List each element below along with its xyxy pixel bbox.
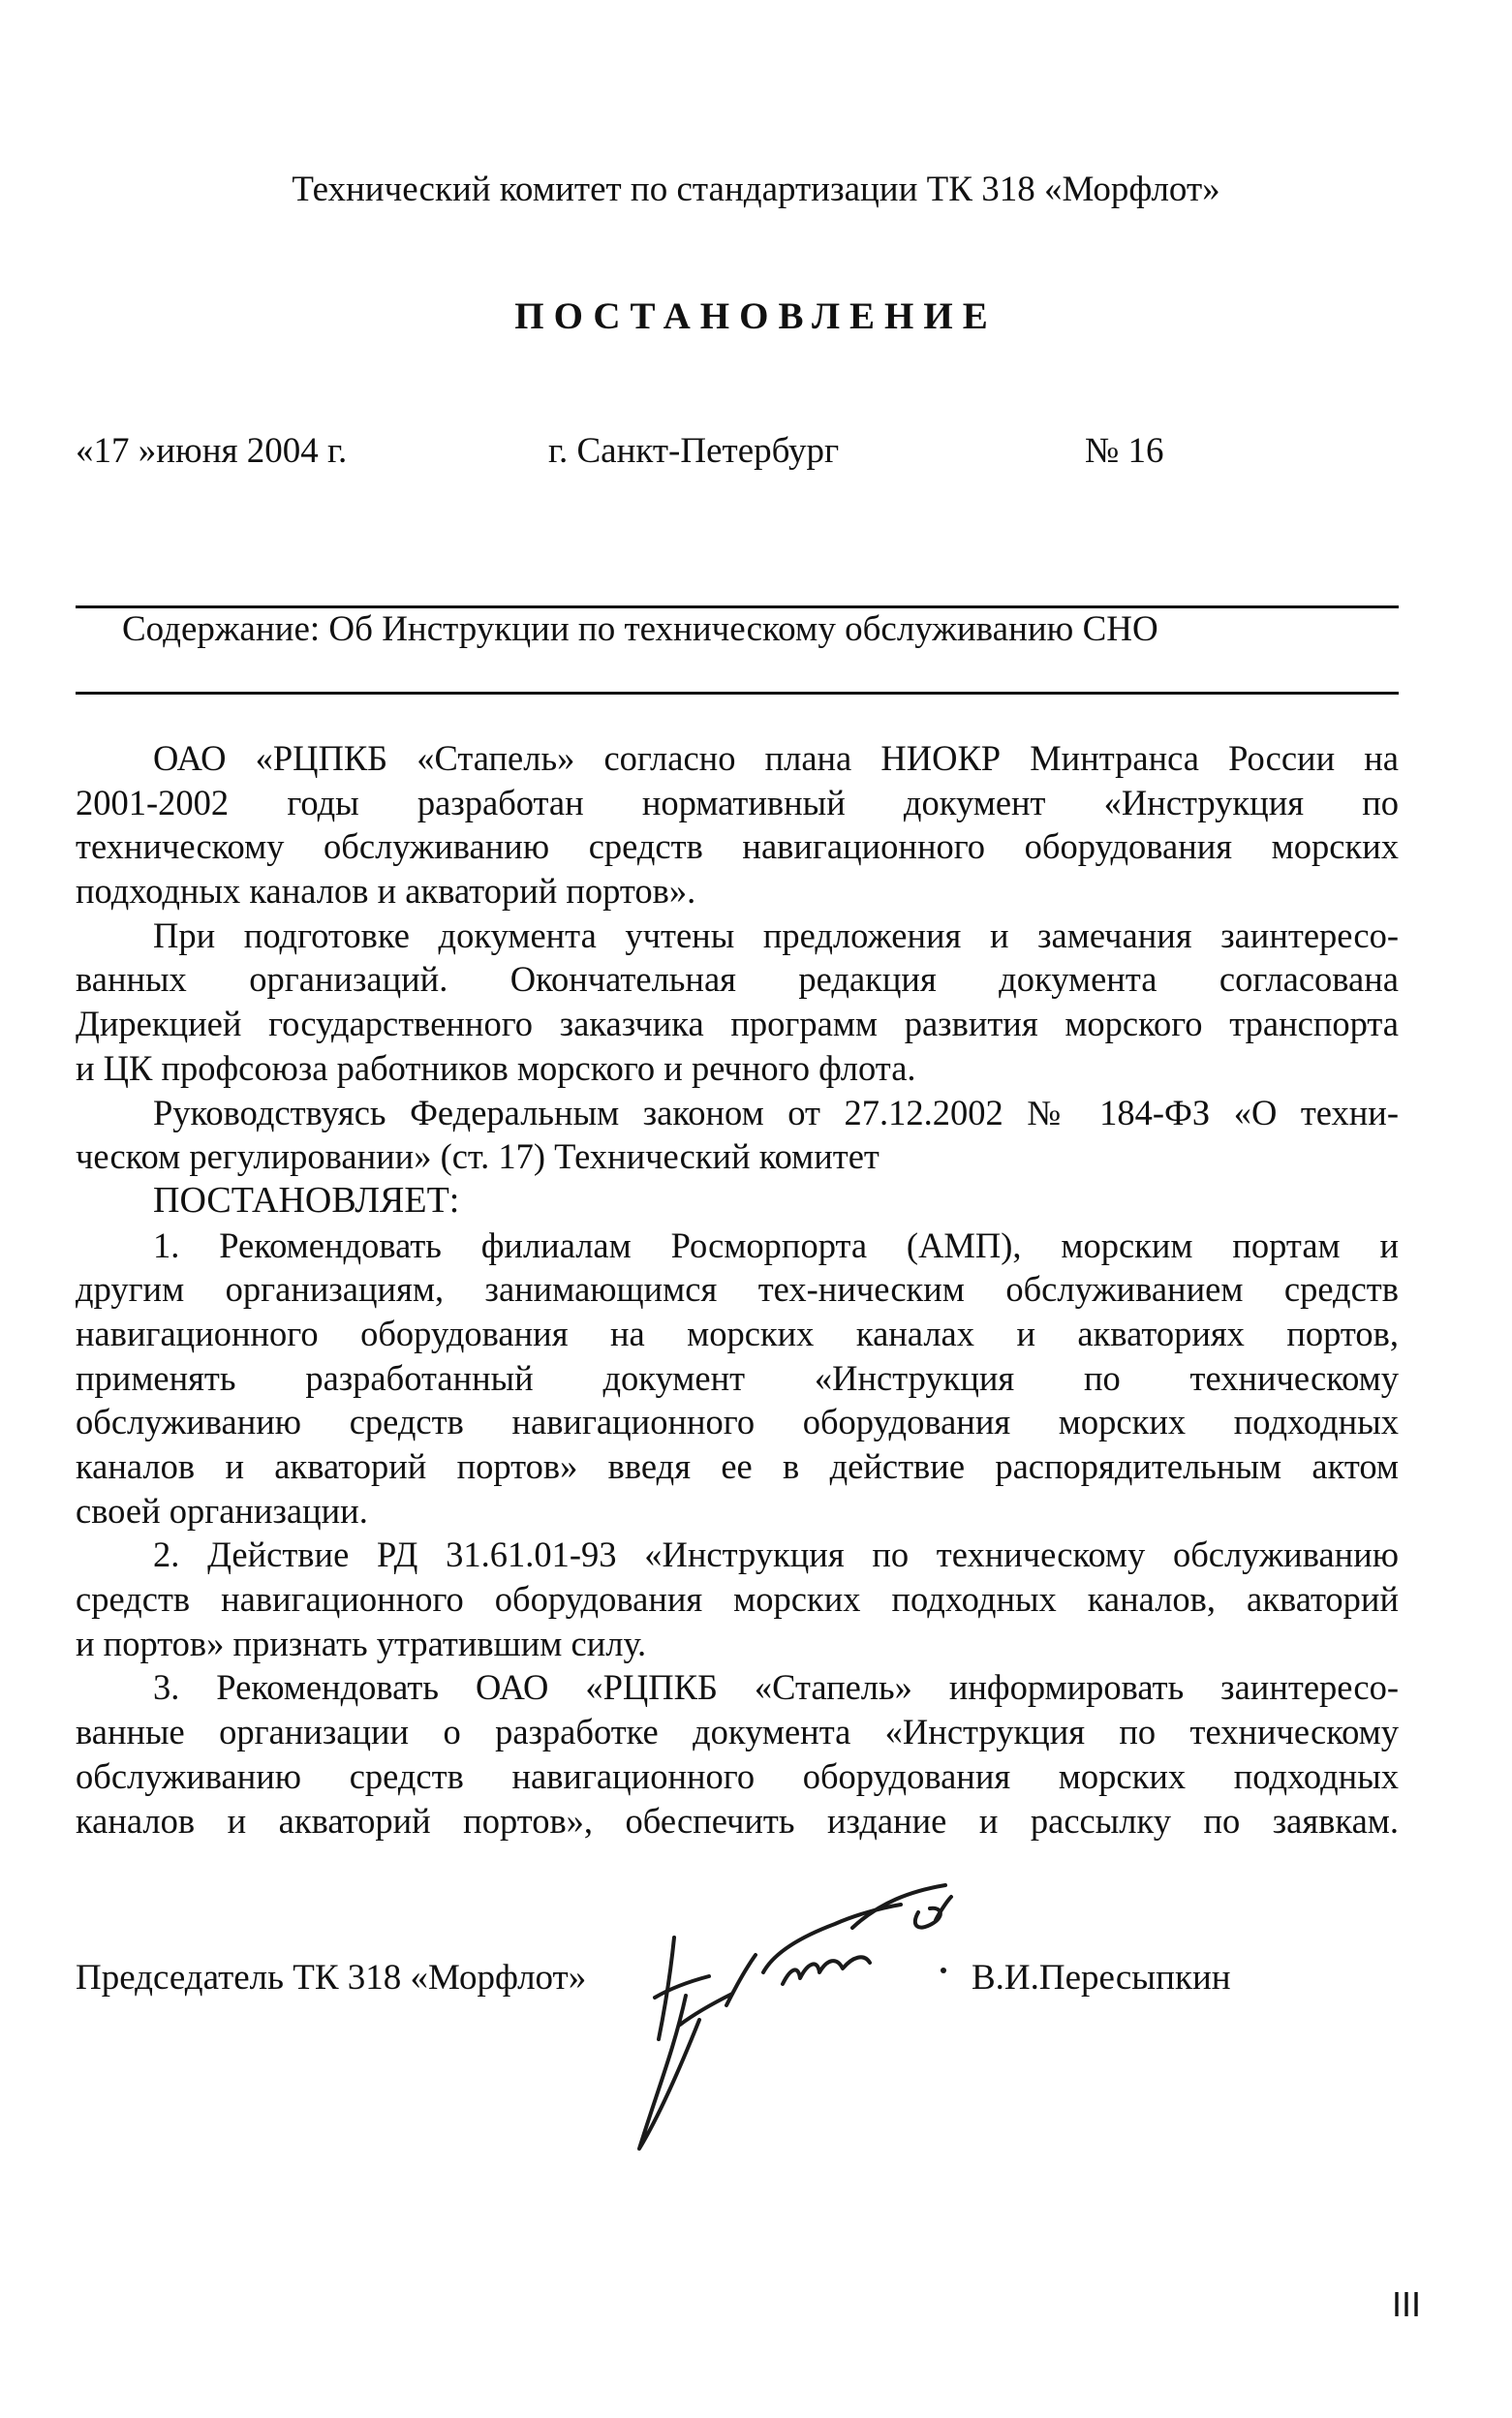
item-3-line-3: обслуживанию средств навигационного оборудования морских подходных — [76, 1755, 1399, 1796]
paragraph-1-line-1: ОАО «РЦПКБ «Стапель» согласно плана НИОКР Минтранса России на — [153, 738, 1399, 778]
decree-date: «17 »июня 2004 г. — [76, 431, 348, 471]
paragraph-3-line-1: Руководствуясь Федеральным законом от 27.12.2002 № 184-ФЗ «О техни- — [153, 1092, 1399, 1132]
item-3-line-1: 3. Рекомендовать ОАО «РЦПКБ «Стапель» информировать заинтересо- — [153, 1667, 1399, 1708]
page-number: III — [1392, 2284, 1422, 2324]
item-2-line-1: 2. Действие РД 31.61.01-93 «Инструкция по техническому обслуживанию — [153, 1534, 1399, 1575]
paragraph-1-line-4: подходных каналов и акваторий портов». — [76, 871, 696, 912]
item-1-line-5: обслуживанию средств навигационного оборудования морских подходных — [76, 1402, 1399, 1442]
committee-heading: Технический комитет по стандартизации ТК 318 «Морфлот» — [292, 170, 1220, 209]
chairman-title: Председатель ТК 318 «Морфлот» — [76, 1958, 587, 1998]
paragraph-3-line-2: ческом регулировании» (ст. 17) Технический комитет — [76, 1136, 879, 1177]
decree-city: г. Санкт-Петербург — [548, 431, 840, 471]
item-1-line-3: навигационного оборудования на морских каналах и акваториях портов, — [76, 1313, 1399, 1353]
item-1-line-6: каналов и акваторий портов» введя ее в действие распорядительным актом — [76, 1446, 1399, 1486]
decree-body — [76, 736, 1399, 1843]
document-title: ПОСТАНОВЛЕНИЕ — [514, 295, 998, 337]
item-2-line-3: и портов» признать утратившим силу. — [76, 1623, 647, 1663]
item-1-line-1: 1. Рекомендовать филиалам Росморпорта (АМП), морским портам и — [153, 1224, 1399, 1265]
paragraph-2-line-1: При подготовке документа учтены предложения и замечания заинтересо- — [153, 914, 1399, 955]
paragraph-1-line-2: 2001-2002 годы разработан нормативный документ «Инструкция по — [76, 782, 1399, 822]
item-1-line-7: своей организации. — [76, 1490, 368, 1531]
paragraph-2-line-2: ванных организаций. Окончательная редакция документа согласована — [76, 959, 1399, 1000]
item-1-line-2: другим организациям, занимающимся тех-ническим обслуживанием средств — [76, 1269, 1399, 1310]
item-2-line-2: средств навигационного оборудования морских подходных каналов, акваторий — [76, 1579, 1399, 1620]
subject-line: Содержание: Об Инструкции по техническому обслуживанию СНО — [122, 609, 1158, 649]
chairman-name: В.И.Пересыпкин — [972, 1958, 1231, 1998]
paragraph-2-line-4: и ЦК профсоюза работников морского и речного флота. — [76, 1047, 916, 1088]
paragraph-1-line-3: техническому обслуживанию средств навигационного оборудования морских — [76, 826, 1399, 867]
handwritten-signature — [628, 1879, 1054, 2160]
resolves-keyword: ПОСТАНОВЛЯЕТ: — [153, 1179, 460, 1221]
item-3-line-4: каналов и акваторий портов», обеспечить издание и рассылку по заявкам. — [76, 1800, 1399, 1841]
item-1-line-4: применять разработанный документ «Инструкция по техническому — [76, 1357, 1399, 1398]
decree-number: № 16 — [1085, 431, 1164, 471]
paragraph-2-line-3: Дирекцией государственного заказчика программ развития морского транспорта — [76, 1004, 1399, 1044]
item-3-line-2: ванные организации о разработке документа «Инструкция по техническому — [76, 1712, 1399, 1752]
subject-rule-bottom — [76, 692, 1399, 695]
